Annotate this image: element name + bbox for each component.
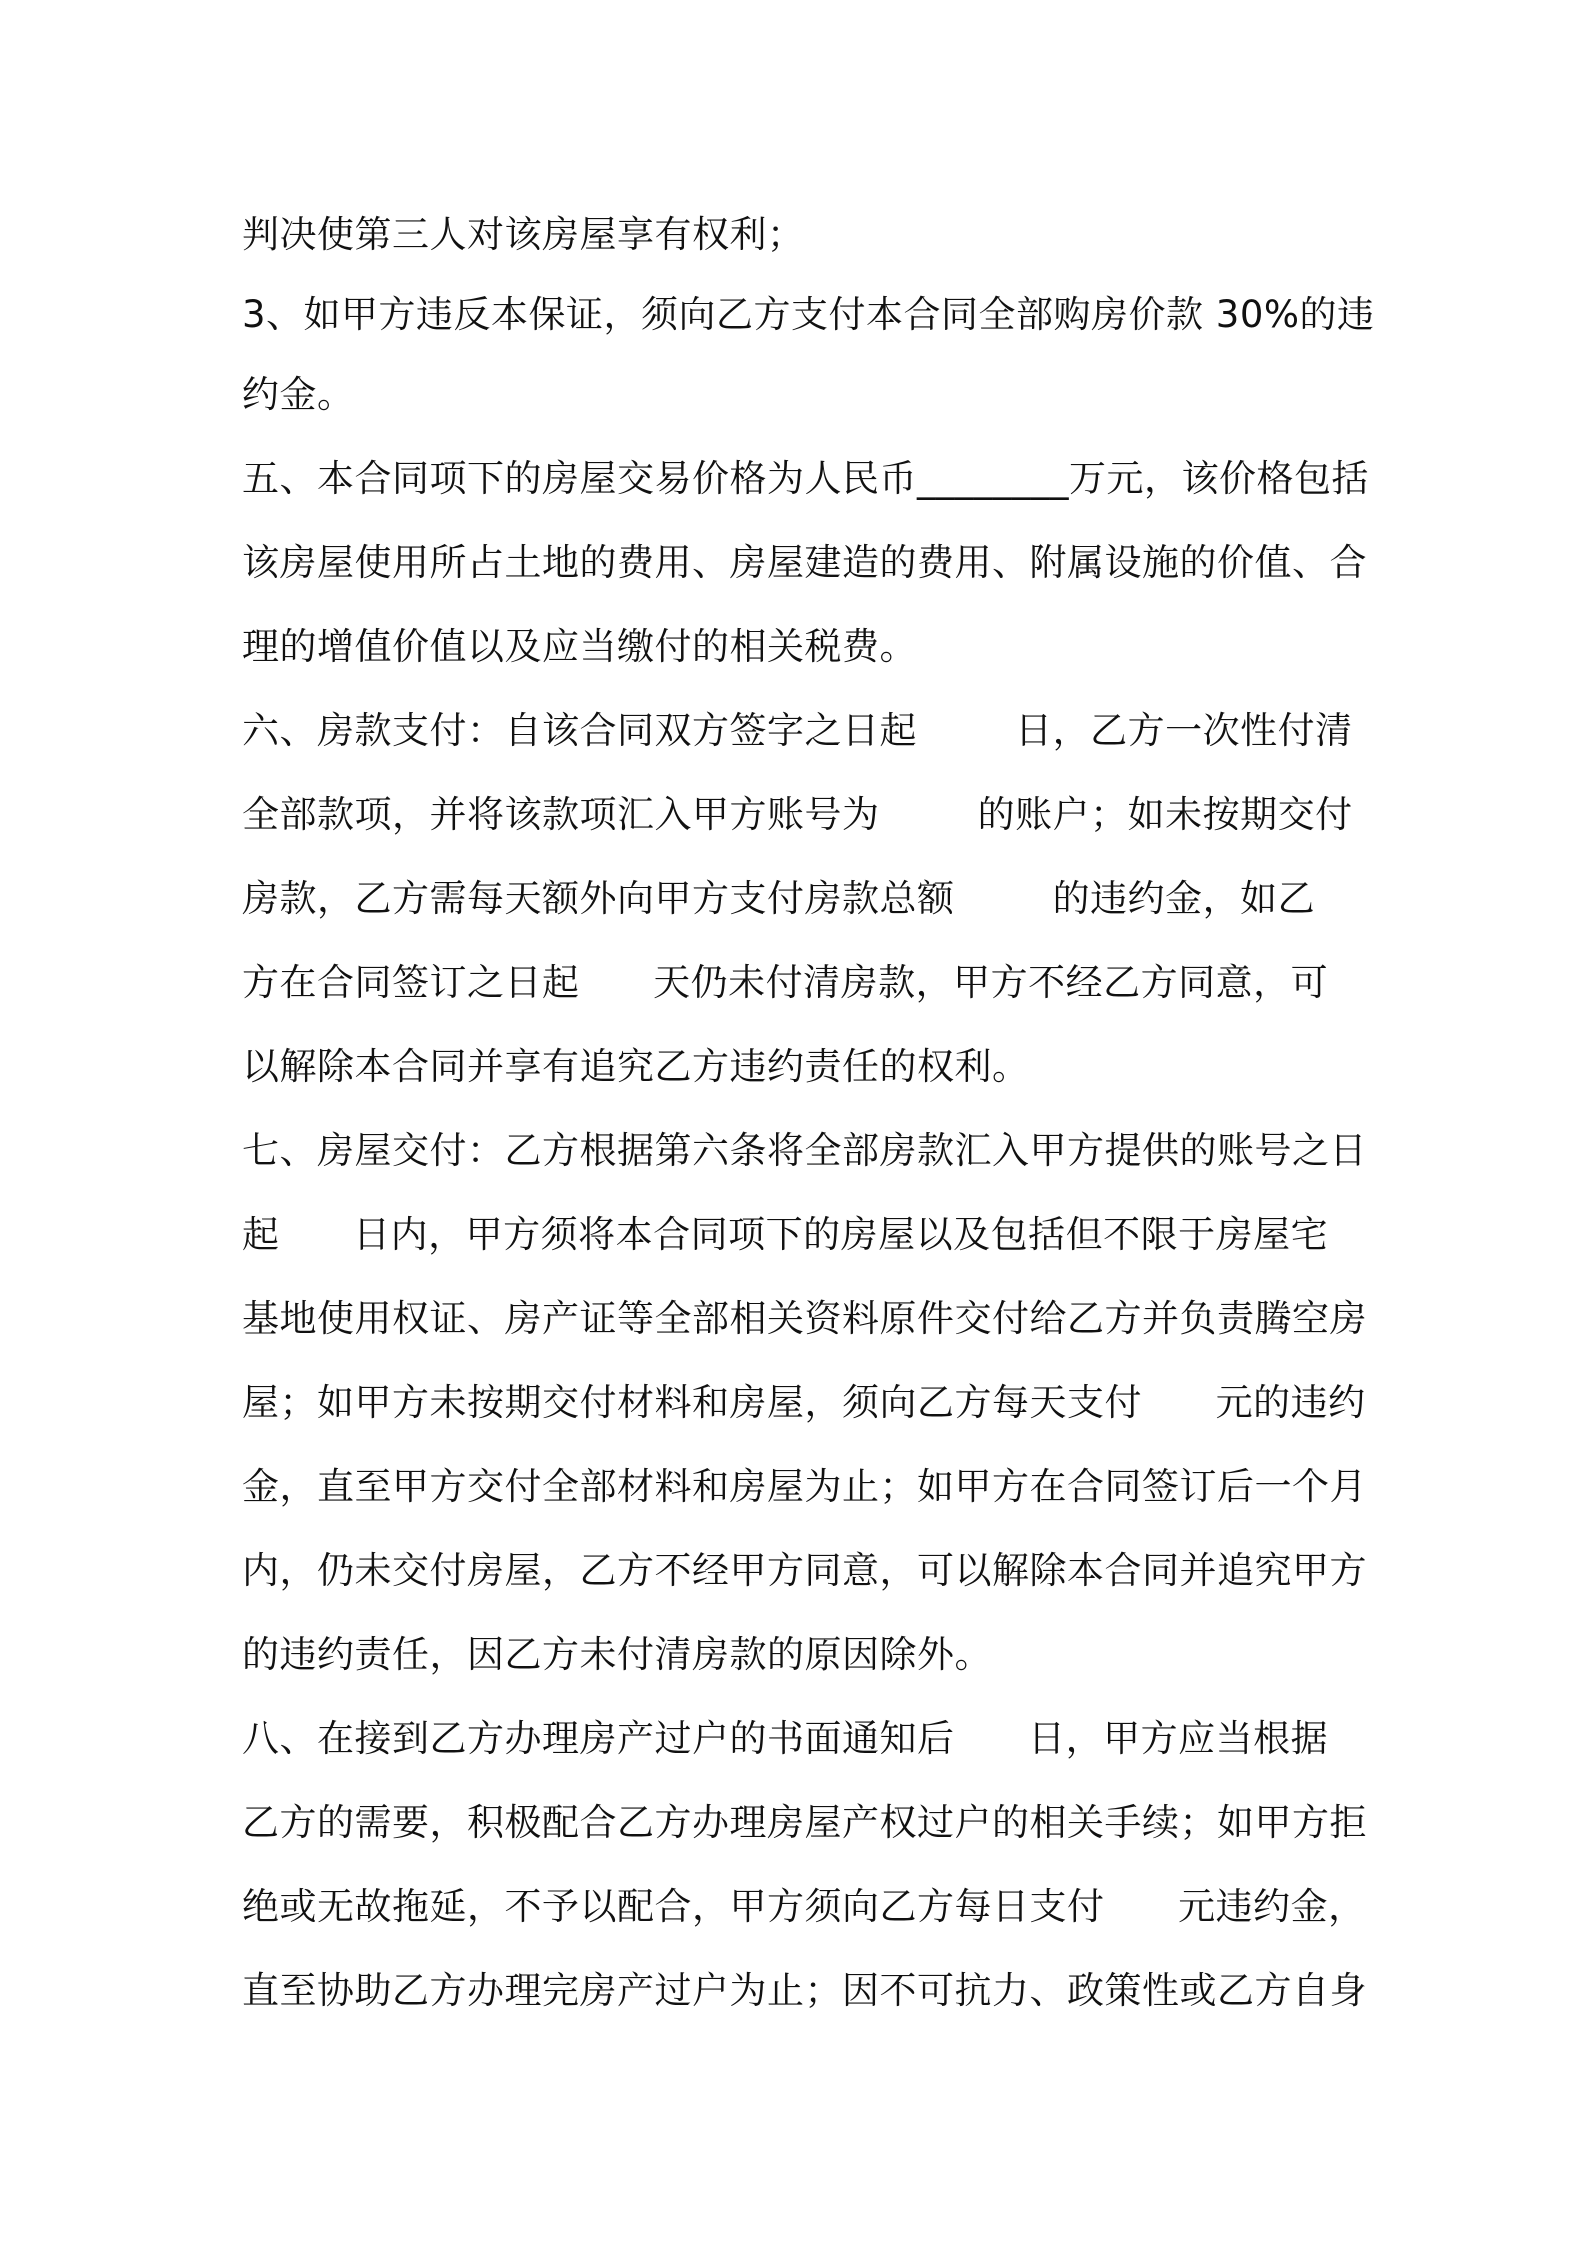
text-line: 直至协助乙方办理完房产过户为止；因不可抗力、政策性或乙方自身 bbox=[242, 1969, 1367, 2012]
text-line: 判决使第三人对该房屋享有权利； bbox=[242, 213, 805, 256]
text-line: 全部款项，并将该款项汇入甲方账号为 的账户；如未按期交付 bbox=[242, 793, 1353, 836]
text-line: 乙方的需要，积极配合乙方办理房屋产权过户的相关手续；如甲方拒 bbox=[242, 1801, 1367, 1844]
text-line: 金，直至甲方交付全部材料和房屋为止；如甲方在合同签订后一个月 bbox=[242, 1465, 1367, 1508]
text-line: 3、如甲方违反本保证，须向乙方支付本合同全部购房价款 30%的违 bbox=[242, 293, 1375, 336]
text-line: 房款，乙方需每天额外向甲方支付房款总额 的违约金，如乙 bbox=[242, 877, 1316, 920]
text-line: 起 日内，甲方须将本合同项下的房屋以及包括但不限于房屋宅 bbox=[242, 1213, 1329, 1256]
text-line: 八、在接到乙方办理房产过户的书面通知后 日，甲方应当根据 bbox=[242, 1717, 1329, 1760]
text-line: 绝或无故拖延，不予以配合，甲方须向乙方每日支付 元违约金， bbox=[242, 1885, 1366, 1928]
text-line: 七、房屋交付：乙方根据第六条将全部房款汇入甲方提供的账号之日 bbox=[242, 1129, 1367, 1172]
text-line: 内，仍未交付房屋，乙方不经甲方同意，可以解除本合同并追究甲方 bbox=[242, 1549, 1367, 1592]
text-line: 六、房款支付：自该合同双方签字之日起 日，乙方一次性付清 bbox=[242, 709, 1353, 752]
text-line: 约金。 bbox=[242, 373, 355, 416]
text-line: 方在合同签订之日起 天仍未付清房款，甲方不经乙方同意，可 bbox=[242, 961, 1329, 1004]
text-line: 理的增值价值以及应当缴付的相关税费。 bbox=[242, 625, 917, 668]
text-line: 五、本合同项下的房屋交易价格为人民币________万元，该价格包括 bbox=[242, 457, 1369, 500]
text-line: 以解除本合同并享有追究乙方违约责任的权利。 bbox=[242, 1045, 1030, 1088]
text-line: 屋；如甲方未按期交付材料和房屋，须向乙方每天支付 元的违约 bbox=[242, 1381, 1366, 1424]
text-line: 基地使用权证、房产证等全部相关资料原件交付给乙方并负责腾空房 bbox=[242, 1297, 1367, 1340]
text-line: 该房屋使用所占土地的费用、房屋建造的费用、附属设施的价值、合 bbox=[242, 541, 1367, 584]
text-line: 的违约责任，因乙方未付清房款的原因除外。 bbox=[242, 1633, 992, 1676]
